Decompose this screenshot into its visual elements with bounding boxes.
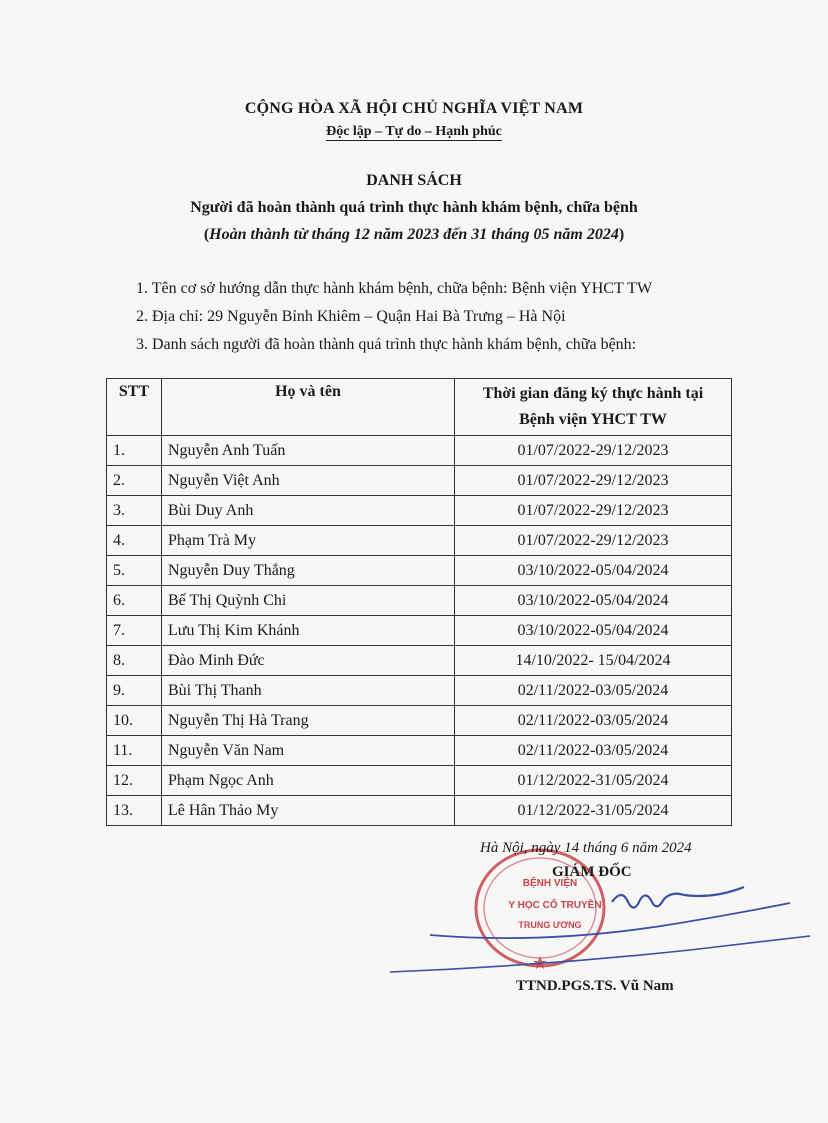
cell-name: Nguyễn Việt Anh — [162, 466, 455, 496]
document-title: DANH SÁCH — [366, 172, 462, 189]
cell-period: 14/10/2022- 15/04/2024 — [455, 646, 732, 676]
cell-name: Nguyễn Văn Nam — [162, 736, 455, 766]
cell-name: Bùi Duy Anh — [162, 496, 455, 526]
cell-period: 01/07/2022-29/12/2023 — [455, 436, 732, 466]
cell-period: 01/12/2022-31/05/2024 — [455, 796, 732, 826]
info-facility: 1. Tên cơ sở hướng dẫn thực hành khám bệnh, chữa bệnh: Bệnh viện YHCT TW — [136, 280, 653, 297]
motto-text: Độc lập – Tự do – Hạnh phúc — [326, 124, 502, 139]
cell-period: 03/10/2022-05/04/2024 — [455, 586, 732, 616]
cell-stt: 13. — [107, 796, 162, 826]
cell-name: Phạm Trà My — [162, 526, 455, 556]
header-period-line2: Bệnh viện YHCT TW — [519, 411, 667, 428]
cell-period: 01/07/2022-29/12/2023 — [455, 526, 732, 556]
cell-name: Lê Hân Thảo My — [162, 796, 455, 826]
header-stt: STT — [107, 379, 162, 436]
period-close: ) — [618, 226, 625, 243]
period-open: ( — [203, 226, 210, 243]
cell-name: Bùi Thị Thanh — [162, 676, 455, 706]
cell-stt: 12. — [107, 766, 162, 796]
cell-stt: 6. — [107, 586, 162, 616]
cell-period: 02/11/2022-03/05/2024 — [455, 676, 732, 706]
cell-period: 01/07/2022-29/12/2023 — [455, 466, 732, 496]
signer-name: TTND.PGS.TS. Vũ Nam — [516, 978, 674, 994]
cell-name: Nguyễn Duy Thắng — [162, 556, 455, 586]
cell-stt: 2. — [107, 466, 162, 496]
document-subtitle: Người đã hoàn thành quá trình thực hành khám bệnh, chữa bệnh — [190, 199, 638, 216]
cell-period: 01/12/2022-31/05/2024 — [455, 766, 732, 796]
info-list-intro: 3. Danh sách người đã hoàn thành quá trình thực hành khám bệnh, chữa bệnh: — [136, 336, 637, 353]
cell-name: Nguyễn Thị Hà Trang — [162, 706, 455, 736]
signature-role: GIÁM ĐỐC — [552, 864, 632, 880]
cell-name: Bế Thị Quỳnh Chi — [162, 586, 455, 616]
cell-period: 02/11/2022-03/05/2024 — [455, 736, 732, 766]
cell-stt: 9. — [107, 676, 162, 706]
cell-stt: 8. — [107, 646, 162, 676]
header-period-line1: Thời gian đăng ký thực hành tại — [482, 385, 704, 402]
cell-name: Lưu Thị Kim Khánh — [162, 616, 455, 646]
cell-name: Phạm Ngọc Anh — [162, 766, 455, 796]
cell-stt: 3. — [107, 496, 162, 526]
stamp-line3: TRUNG ƯƠNG — [518, 920, 582, 930]
cell-period: 02/11/2022-03/05/2024 — [455, 706, 732, 736]
cell-period: 03/10/2022-05/04/2024 — [455, 616, 732, 646]
cell-stt: 10. — [107, 706, 162, 736]
stamp-line2: Y HỌC CỔ TRUYỀN — [508, 900, 602, 911]
stamp-line1: BỆNH VIỆN — [522, 878, 578, 889]
cell-name: Đào Minh Đức — [162, 646, 455, 676]
header-name: Họ và tên — [162, 379, 455, 436]
cell-stt: 5. — [107, 556, 162, 586]
cell-period: 01/07/2022-29/12/2023 — [455, 496, 732, 526]
info-address: 2. Địa chỉ: 29 Nguyễn Bỉnh Khiêm – Quận Hai Bà Trưng – Hà Nội — [136, 308, 566, 325]
cell-stt: 7. — [107, 616, 162, 646]
cell-stt: 4. — [107, 526, 162, 556]
cell-name: Nguyễn Anh Tuấn — [162, 436, 455, 466]
cell-period: 03/10/2022-05/04/2024 — [455, 556, 732, 586]
signature-dateline: Hà Nội, ngày 14 tháng 6 năm 2024 — [480, 840, 692, 856]
national-name: CỘNG HÒA XÃ HỘI CHỦ NGHĨA VIỆT NAM — [244, 100, 584, 117]
cell-stt: 11. — [107, 736, 162, 766]
period-text: Hoàn thành từ tháng 12 năm 2023 đến 31 tháng 05 năm 2024 — [209, 226, 619, 243]
cell-stt: 1. — [107, 436, 162, 466]
